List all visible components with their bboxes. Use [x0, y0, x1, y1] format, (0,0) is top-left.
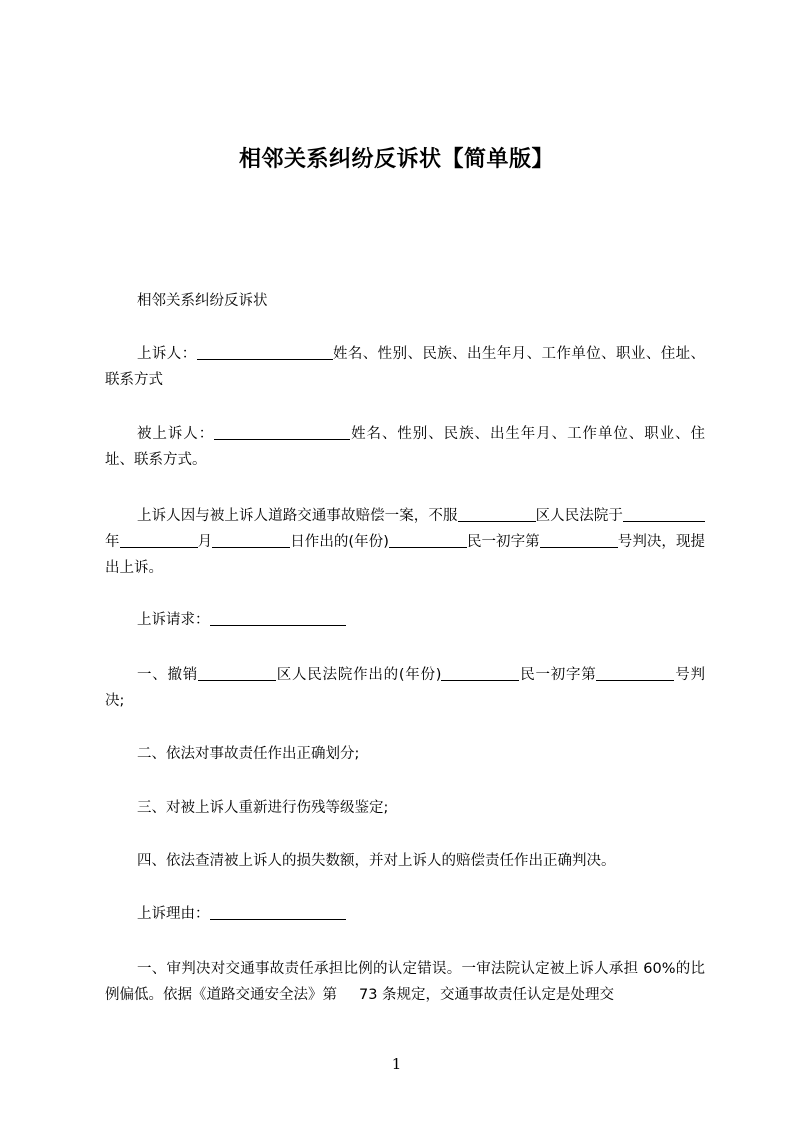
- request-1-text-4: 号判决;: [105, 667, 705, 709]
- blank-line: [540, 533, 618, 548]
- requests-label: 上诉请求：: [137, 612, 210, 628]
- reason-1: [105, 956, 705, 1008]
- page-number: 1: [391, 1055, 402, 1073]
- request-1: [105, 662, 705, 714]
- appellee-paragraph: [105, 421, 705, 473]
- appellant-label: 上诉人：: [137, 346, 197, 362]
- blank-line: [197, 345, 333, 360]
- requests-heading: [105, 607, 705, 633]
- blank-line: [458, 507, 536, 522]
- intro-text-2: 区人民法院于: [535, 508, 623, 524]
- document-heading: 相邻关系纠纷反诉状: [137, 293, 268, 309]
- intro-text-5: 日作出的(年份): [290, 534, 389, 550]
- blank-line: [210, 905, 346, 920]
- request-3: 三、对被上诉人重新进行伤残等级鉴定;: [137, 800, 389, 816]
- appellant-fields: 姓名、性别、民族、出生年月、工作单位、职业、住址、联系方式: [105, 346, 706, 388]
- blank-line: [212, 533, 290, 548]
- blank-line: [120, 533, 198, 548]
- request-1-text-3: 民一初字第: [519, 667, 597, 683]
- blank-line: [657, 507, 705, 522]
- intro-text-1: 上诉人因与被上诉人道路交通事故赔偿一案，不服: [137, 508, 458, 524]
- reason-1-text-2: 73 条规定，交通事故责任认定是处理交: [359, 987, 615, 1003]
- page-title: 相邻关系纠纷反诉状【简单版】: [238, 147, 554, 172]
- intro-paragraph: [105, 503, 705, 581]
- blank-line: [389, 533, 467, 548]
- reasons-heading: [105, 901, 705, 927]
- blank-line: [441, 666, 519, 681]
- request-2: 二、依法对事故责任作出正确划分;: [137, 746, 360, 762]
- appellee-label: 被上诉人：: [137, 426, 215, 442]
- blank-line: [198, 666, 276, 681]
- reason-1-text-1: 一、审判决对交通事故责任承担比例的认定错误。一审法院认定被上诉人承担 60%的比例偏低。依据《道路交通安全法》第: [105, 961, 705, 1003]
- intro-text-4: 月: [197, 534, 213, 550]
- appellee-fields: 姓名、性别、民族、出生年月、工作单位、职业、住址、联系方式。: [105, 426, 706, 468]
- blank-line: [623, 507, 657, 522]
- blank-line: [596, 666, 674, 681]
- reasons-label: 上诉理由：: [137, 906, 210, 922]
- request-1-text-1: 一、撤销: [137, 667, 199, 683]
- intro-text-7: 号判决，现提出上诉。: [105, 534, 706, 576]
- request-4: 四、依法查清被上诉人的损失数额，并对上诉人的赔偿责任作出正确判决。: [137, 853, 616, 869]
- request-1-text-2: 区人民法院作出的(年份): [276, 667, 442, 683]
- intro-text-6: 民一初字第: [466, 534, 540, 550]
- intro-text-3: 年: [105, 534, 120, 550]
- blank-line: [214, 425, 350, 440]
- blank-line: [210, 611, 346, 626]
- appellant-paragraph: [105, 341, 705, 393]
